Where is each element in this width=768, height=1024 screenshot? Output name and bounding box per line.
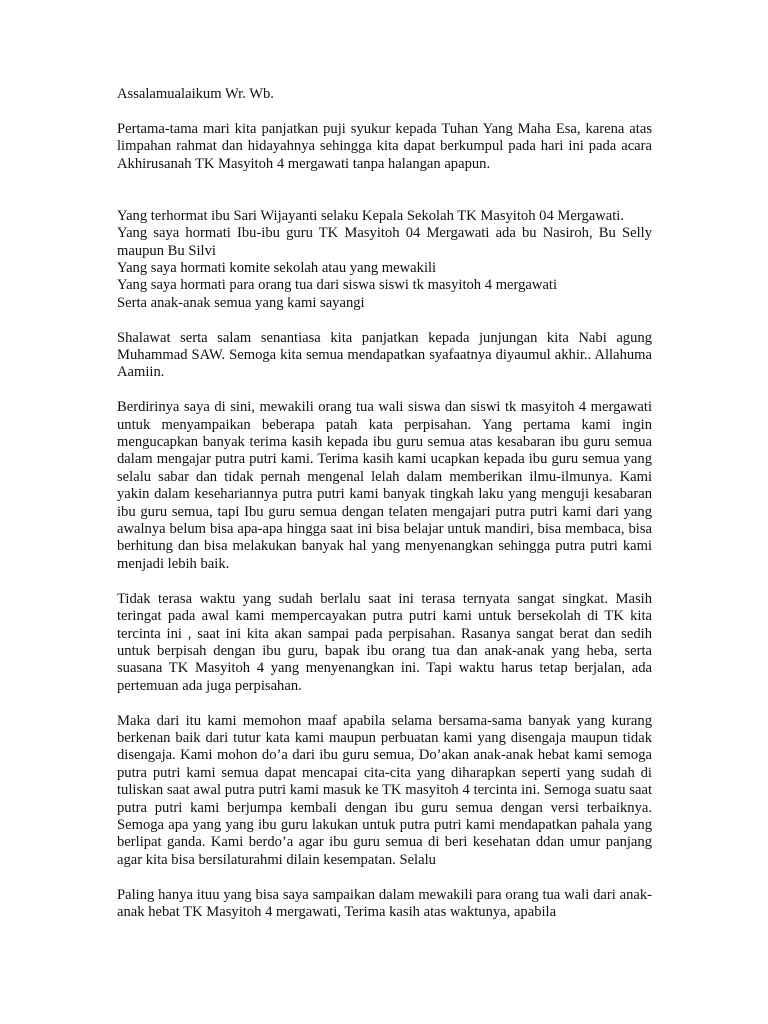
body-paragraph-2: Tidak terasa waktu yang sudah berlalu saat ini terasa ternyata sangat singkat. Masih teringat pada awal kami mempercayakan putra putri kami untuk bersekolah di TK kita tercinta ini , saat ini kita akan sampai pada perpisahan. Rasanya sangat berat dan sedih untuk berpisah dengan ibu guru, bapak ibu orang tua dan anak-anak yang heba, serta suasana TK Masyitoh 4 yang menyenangkan ini. Tapi waktu harus tetap berjalan, ada pertemuan ada juga perpisahan.: [117, 590, 652, 694]
shalawat-paragraph: Shalawat serta salam senantiasa kita panjatkan kepada junjungan kita Nabi agung Muhammad SAW. Semoga kita semua mendapatkan syafaatnya diyaumul akhir.. Allahuma Aamiin.: [117, 329, 652, 381]
blank-line: [117, 190, 652, 207]
salutation-line: Yang saya hormati komite sekolah atau yang mewakili: [117, 260, 437, 277]
body-paragraph-4: Paling hanya ituu yang bisa saya sampaikan dalam mewakili para orang tua wali dari anak-anak hebat TK Masyitoh 4 mergawati, Terima kasih atas waktunya, apabila: [117, 886, 652, 920]
opening-paragraph: Pertama-tama mari kita panjatkan puji syukur kepada Tuhan Yang Maha Esa, karena atas limpahan rahmat dan hidayahnya sehingga kita dapat berkumpul pada hari ini pada acara Akhirusanah TK Masyitoh 4 mergawati tanpa halangan apapun.: [117, 120, 652, 172]
greeting: Assalamualaikum Wr. Wb.: [117, 86, 274, 102]
salutation-line: Yang terhormat ibu Sari Wijayanti selaku Kepala Sekolah TK Masyitoh 04 Mergawati.: [117, 207, 624, 224]
body-paragraph-3: Maka dari itu kami memohon maaf apabila selama bersama-sama banyak yang kurang berkenan baik dari tutur kata kami maupun perbuatan kami yang disengaja maupun tidak disengaja. Kami mohon do’a dari ibu guru semua, Do’akan anak-anak hebat kami semoga putra putri kami semua dapat mencapai cita-cita yang diharapkan seperti yang sudah di tuliskan saat awal putra putri kami masuk ke TK masyitoh 4 tercinta ini. Semoga suatu saat putra putri kami berjumpa kembali dengan ibu guru semua dengan versi terbaiknya. Semoga apa yang yang ibu guru lakukan untuk putra putri kami mendapatkan pahala yang berlipat ganda. Kami berdo’a agar ibu guru semua di beri kesehatan ddan umur panjang agar kita bisa bersilaturahmi dilain kesempatan. Selalu: [117, 712, 652, 868]
salutation-line: Yang saya hormati para orang tua dari siswa siswi tk masyitoh 4 mergawati: [117, 277, 558, 294]
salutation-line: Serta anak-anak semua yang kami sayangi: [117, 294, 365, 311]
salutation-block: [117, 208, 652, 312]
salutation-line: Yang saya hormati Ibu-ibu guru TK Masyitoh 04 Mergawati ada bu Nasiroh, Bu Selly maupun Bu Silvi: [117, 225, 652, 259]
document-body: [117, 86, 652, 939]
body-paragraph-1: Berdirinya saya di sini, mewakili orang tua wali siswa dan siswi tk masyitoh 4 mergawati untuk menyampaikan beberapa patah kata perpisahan. Yang pertama kami ingin mengucapkan banyak terima kasih kepada ibu guru semua atas kesabaran ibu guru semua dalam mengajar putra putri kami. Terima kasih kami ucapkan kepada ibu guru semua yang selalu sabar dan tidak pernah mengenal lelah dalam memberikan ilmu-ilmunya. Kami yakin dalam kesehariannya putra putri kami banyak tingkah laku yang menguji kesabaran ibu guru semua, tapi Ibu guru semua dengan telaten mengajari putra putri kami dari yang awalnya belum bisa apa-apa hingga saat ini bisa belajar untuk mandiri, bisa membaca, bisa berhitung dan bisa melakukan banyak hal yang menyenangkan sehingga putra putri kami menjadi lebih baik.: [117, 399, 652, 572]
